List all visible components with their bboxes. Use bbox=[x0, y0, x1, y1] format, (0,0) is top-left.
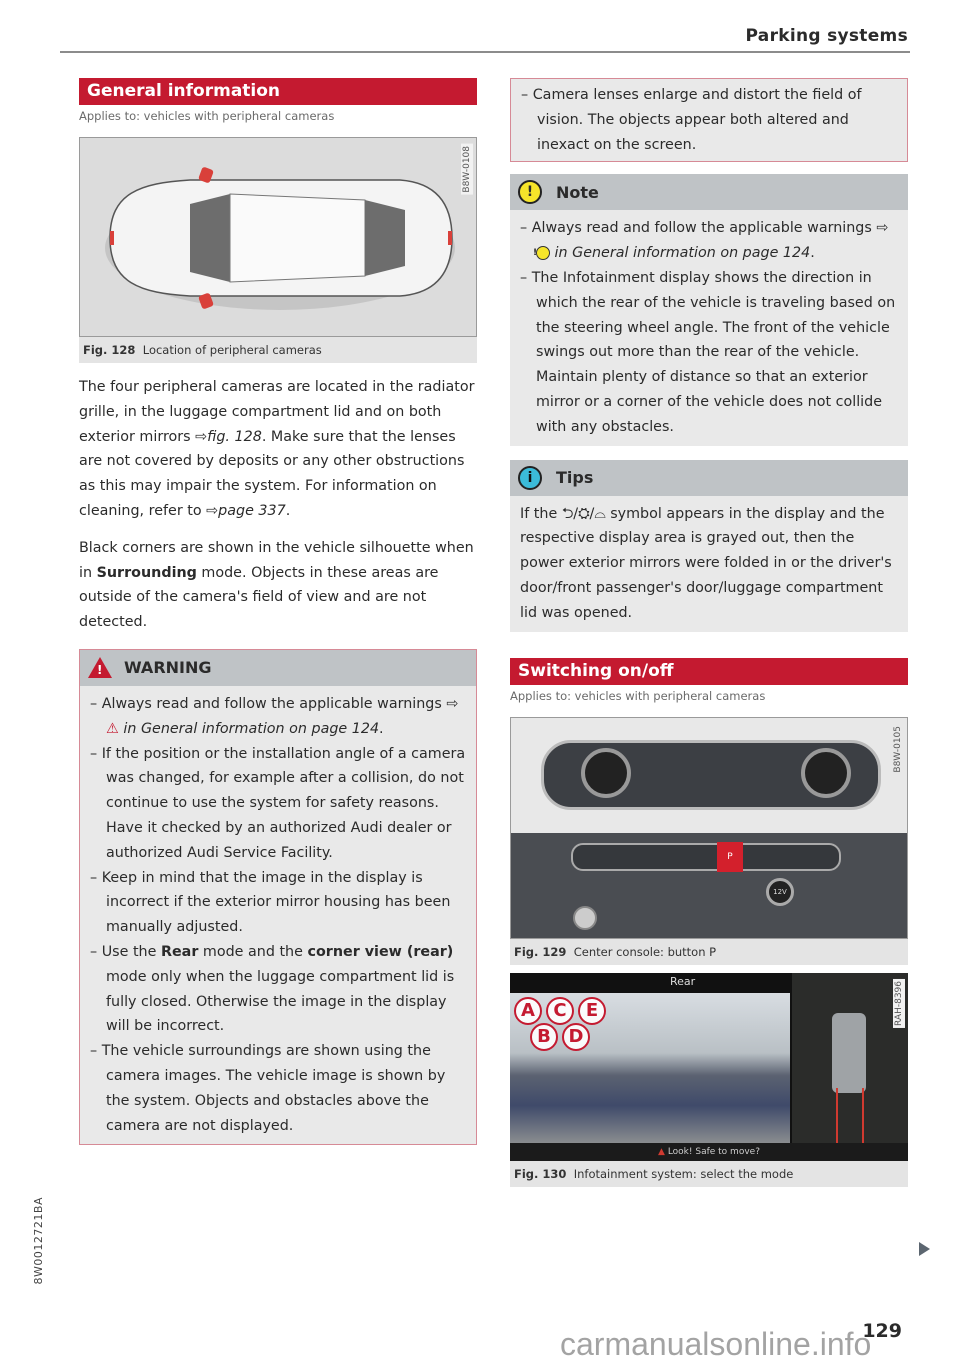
warning-box bbox=[79, 649, 477, 1145]
figure-caption-text: Location of peripheral cameras bbox=[142, 343, 322, 357]
text: Use the bbox=[101, 943, 161, 960]
arrow-right-icon: ⇨ bbox=[206, 502, 219, 519]
corner-view-term: corner view (rear) bbox=[307, 943, 454, 960]
figure-130 bbox=[510, 973, 908, 1187]
text: mode and the bbox=[198, 943, 308, 960]
note-title: Note bbox=[556, 182, 599, 202]
warning-item: – Camera lenses enlarge and distort the field of vision. The objects appear both altered and inexact on the screen. bbox=[521, 83, 897, 157]
info-icon: i bbox=[518, 466, 542, 490]
text: . Make sure that the lenses are not covered by deposits or any other obstructions as this may impair the system. For information on cleaning, refer to bbox=[79, 428, 465, 519]
warning-triangle-icon: ⚠ bbox=[106, 720, 119, 737]
callout-e: E bbox=[578, 997, 606, 1025]
box-body bbox=[511, 79, 907, 161]
right-column bbox=[510, 78, 908, 1187]
surrounding-mode-term: Surrounding bbox=[96, 564, 197, 581]
start-stop-button bbox=[573, 906, 597, 930]
header-rule bbox=[60, 51, 910, 53]
page-number: 129 bbox=[862, 1320, 902, 1342]
figure-caption bbox=[79, 337, 477, 363]
rear-mode-term: Rear bbox=[160, 943, 199, 960]
text: . bbox=[285, 502, 291, 519]
note-body bbox=[510, 210, 908, 445]
left-temperature-knob bbox=[581, 748, 631, 798]
tips-header bbox=[510, 460, 908, 496]
text: Black corners are shown in the vehicle silhouette when in bbox=[79, 539, 474, 581]
text: symbol appears in the display and the respective display area is grayed out, then the power exterior mirrors were folded in or the driver's door/front passenger's door/luggage compartment lid was opened. bbox=[520, 505, 892, 621]
link-page-124[interactable]: in General information on page 124 bbox=[118, 720, 380, 737]
screen-warning-bar bbox=[510, 1143, 908, 1161]
figure-128 bbox=[79, 137, 477, 363]
section-heading-switching-on-off: Switching on/off bbox=[510, 658, 908, 685]
applies-to-note: Applies to: vehicles with peripheral cameras bbox=[79, 109, 335, 123]
paragraph-black-corners bbox=[79, 536, 477, 635]
link-page-124[interactable]: in General information on page 124 bbox=[550, 245, 811, 262]
warning-item bbox=[90, 940, 466, 1039]
paragraph-camera-location bbox=[79, 375, 477, 524]
warning-item: – If the position or the installation angle of a camera was changed, for example after a collision, do not continue to use the system for safety reasons. Have it checked by an authorized Audi dealer or authorized Audi Service Facility. bbox=[90, 742, 466, 866]
button-strip bbox=[571, 843, 841, 871]
warning-title: WARNING bbox=[124, 658, 212, 678]
screen-top-bar bbox=[510, 973, 790, 993]
watermark: carmanualsonline.info bbox=[560, 1326, 872, 1362]
mirror-door-lid-symbols-icon: ⮌/⛭/⌓ bbox=[561, 505, 606, 522]
guide-line bbox=[836, 1088, 838, 1143]
text: Always read and follow the applicable warnings ⇨ bbox=[101, 695, 459, 712]
left-column bbox=[79, 78, 477, 1145]
car-silhouette-illustration bbox=[80, 138, 476, 336]
text: If the bbox=[520, 505, 562, 522]
tips-box bbox=[510, 460, 908, 632]
warning-continuation-box bbox=[510, 78, 908, 162]
top-view-panel bbox=[792, 973, 908, 1143]
running-header: Parking systems bbox=[745, 26, 908, 46]
screen-title: Rear bbox=[670, 974, 696, 988]
figure-label: Fig. 128 bbox=[83, 343, 136, 357]
parking-camera-button[interactable]: P bbox=[717, 842, 743, 872]
link-page-337[interactable]: page 337 bbox=[218, 502, 286, 519]
text: mode only when the luggage compartment lid is fully closed. Otherwise the image in the display will be incorrect. bbox=[106, 968, 455, 1035]
car-top-view-image bbox=[79, 137, 477, 337]
callout-b: B bbox=[530, 1023, 558, 1051]
warning-item bbox=[90, 692, 466, 742]
warning-triangle-icon: ▲ bbox=[658, 1146, 665, 1157]
guide-line bbox=[862, 1088, 864, 1143]
continue-arrow-icon bbox=[919, 1242, 930, 1256]
figure-code: B8W-0105 bbox=[893, 725, 903, 773]
figure-label: Fig. 130 bbox=[514, 1166, 567, 1181]
figure-caption-text: Center console: button P bbox=[573, 944, 717, 959]
tips-body bbox=[510, 496, 908, 632]
note-exclamation-icon: ! bbox=[536, 246, 550, 260]
warning-body bbox=[80, 686, 476, 1144]
figure-caption bbox=[510, 1161, 908, 1187]
text: . bbox=[379, 720, 384, 737]
warning-header bbox=[80, 650, 476, 686]
note-item bbox=[520, 216, 898, 266]
callout-c: C bbox=[546, 997, 574, 1025]
figure-caption-text: Infotainment system: select the mode bbox=[573, 1166, 794, 1181]
warning-triangle-icon bbox=[88, 657, 112, 678]
center-console-image bbox=[510, 717, 908, 939]
warning-item: – The vehicle surroundings are shown using the camera images. The vehicle image is shown by the system. Objects and obstacles above the camera are not displayed. bbox=[90, 1039, 466, 1138]
callout-a: A bbox=[514, 997, 542, 1025]
callout-d: D bbox=[562, 1023, 590, 1051]
right-temperature-knob bbox=[801, 748, 851, 798]
infotainment-screen-image bbox=[510, 973, 908, 1161]
note-item: – The Infotainment display shows the direction in which the rear of the vehicle is traveling based on the steering wheel angle. The front of the vehicle swings out more than the rear of the vehicle. Maintain plenty of distance so that an exterior mirror or a corner of the vehicle does not collide with any obstacles. bbox=[520, 266, 898, 440]
warning-item: – Keep in mind that the image in the display is incorrect if the exterior mirror housing has been manually adjusted. bbox=[90, 866, 466, 940]
vehicle-top-icon bbox=[832, 1013, 866, 1093]
text: Always read and follow the applicable warnings ⇨ bbox=[531, 220, 889, 237]
tips-title: Tips bbox=[556, 468, 594, 488]
screen-warning-text: Look! Safe to move? bbox=[667, 1146, 760, 1157]
note-header bbox=[510, 174, 908, 210]
note-exclamation-icon: ! bbox=[518, 180, 542, 204]
figure-129 bbox=[510, 717, 908, 965]
link-fig-128[interactable]: fig. 128 bbox=[207, 428, 262, 445]
figure-code: B8W-0108 bbox=[462, 146, 472, 193]
text: mode. Objects in these areas are outside of the camera's field of view and are not detected. bbox=[79, 564, 439, 631]
text: . bbox=[810, 245, 815, 262]
arrow-right-icon: ⇨ bbox=[195, 428, 208, 445]
section-heading-general-information: General information bbox=[79, 78, 477, 105]
note-box bbox=[510, 174, 908, 445]
figure-label: Fig. 129 bbox=[514, 944, 567, 959]
figure-caption bbox=[510, 939, 908, 965]
applies-to-note: Applies to: vehicles with peripheral cameras bbox=[510, 688, 766, 703]
figure-code: RAH-8396 bbox=[894, 980, 904, 1026]
text: The four peripheral cameras are located in the radiator grille, in the luggage compartment lid and on both exterior mirrors bbox=[79, 379, 475, 445]
12v-socket: 12V bbox=[766, 878, 794, 906]
document-code: 8W0012721BA bbox=[32, 1197, 45, 1285]
